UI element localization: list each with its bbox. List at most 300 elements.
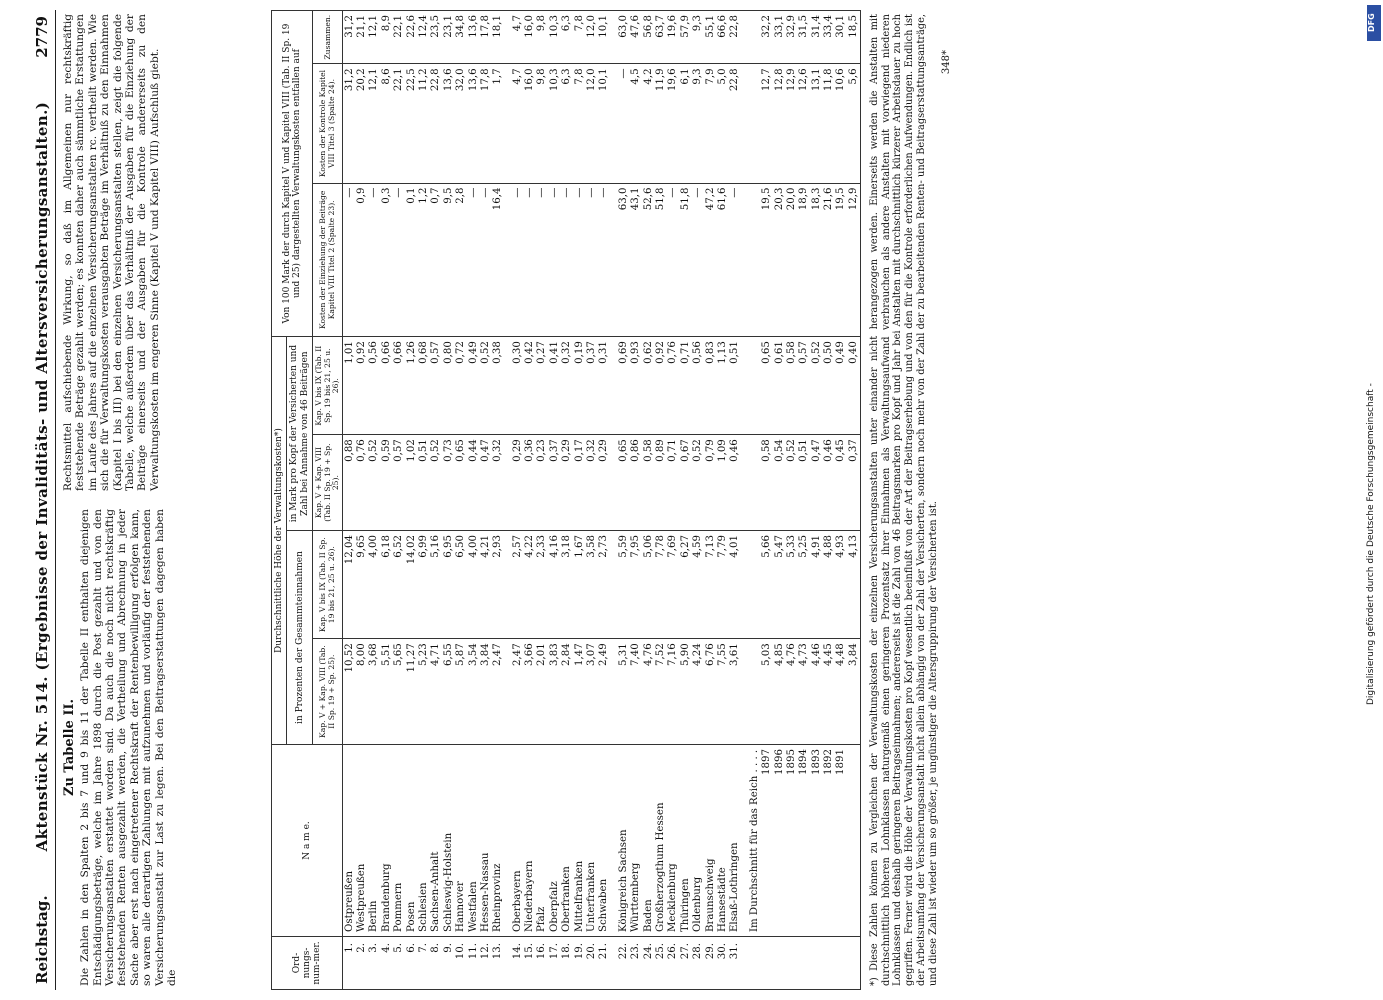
col-ord-header: Ord-nungs-num-mer. (272, 937, 343, 990)
value-cell-c6: 32,0 (455, 64, 467, 183)
value-cell-c5: — (480, 183, 492, 337)
year-cell: 1897 (761, 745, 773, 937)
value-cell-c5: 1,2 (418, 183, 430, 337)
name-cell: Pfalz (536, 745, 548, 937)
ord-cell: 17. (549, 937, 561, 990)
value-cell-c2: 6,27 (680, 531, 692, 639)
value-cell-c7: 47,6 (630, 11, 642, 64)
value-cell-c5: 0,1 (405, 183, 417, 337)
value-cell-c2: 5,59 (618, 531, 630, 639)
value-cell-c5: — (524, 183, 536, 337)
ord-cell: 26. (667, 937, 679, 990)
table-row (536, 11, 548, 990)
value-cell-c2: 4,16 (549, 531, 561, 639)
group-main-header: Durchschnittliche Höhe der Verwaltungskosten*) (272, 337, 287, 745)
value-cell-c2: 7,13 (704, 531, 716, 639)
spacer-cell (611, 64, 618, 183)
value-cell-c4: 0,65 (761, 337, 773, 435)
sub-header-c2: Kap. V bis IX (Tab. II Sp. 19 bis 21, 25 u. 26). (313, 531, 343, 639)
value-cell-c6: 22,5 (405, 64, 417, 183)
year-cell: 1894 (798, 745, 810, 937)
value-cell-c7: 6,3 (561, 11, 573, 64)
spacer-cell (504, 937, 511, 990)
ord-cell (848, 937, 861, 990)
table-row (393, 11, 405, 990)
value-cell-c4: 0,37 (586, 337, 598, 435)
name-cell: Hansestädte (717, 745, 729, 937)
value-cell-c4: 0,66 (393, 337, 405, 435)
col-name-header: N a m e. (272, 745, 343, 937)
name-cell: Hannover (455, 745, 467, 937)
value-cell-c2: 5,06 (642, 531, 654, 639)
value-cell-c2: 4,00 (368, 531, 380, 639)
value-cell-c7: 12,4 (418, 11, 430, 64)
value-cell-c3: 0,79 (704, 435, 716, 531)
value-cell-c3: 0,36 (524, 435, 536, 531)
value-cell-c2: 1,67 (573, 531, 585, 639)
year-cell: 1892 (823, 745, 835, 937)
value-cell-c7: 22,6 (405, 11, 417, 64)
value-cell-c6: 31,2 (343, 64, 356, 183)
average-row (773, 11, 785, 990)
name-cell: Oberpfalz (549, 745, 561, 937)
spacer-cell (741, 11, 748, 64)
value-cell-c3: 0,67 (680, 435, 692, 531)
table-row (717, 11, 729, 990)
value-cell-c1: 5,87 (455, 639, 467, 745)
ord-cell: 7. (418, 937, 430, 990)
name-cell: Oldenburg (692, 745, 704, 937)
value-cell-c7: 66,6 (717, 11, 729, 64)
value-cell-c2: 4,91 (810, 531, 822, 639)
value-cell-c4: 0,61 (773, 337, 785, 435)
value-cell-c5: — (368, 183, 380, 337)
value-cell-c4: 0,92 (356, 337, 368, 435)
spacer-cell (741, 337, 748, 435)
value-cell-c3: 0,52 (368, 435, 380, 531)
value-cell-c3: 0,17 (573, 435, 585, 531)
table-row (586, 11, 598, 990)
name-cell: Ostpreußen (343, 745, 356, 937)
table-row (655, 11, 667, 990)
value-cell-c5: 19,5 (761, 183, 773, 337)
value-cell-c4: 0,68 (418, 337, 430, 435)
table-row (667, 11, 679, 990)
value-cell-c3: 1,09 (717, 435, 729, 531)
ord-cell: 8. (430, 937, 442, 990)
value-cell-c1: 2,01 (536, 639, 548, 745)
name-cell: Thüringen (680, 745, 692, 937)
value-cell-c5: — (393, 183, 405, 337)
value-cell-c3: 0,46 (823, 435, 835, 531)
sub-header-c5: Kosten der Einziehung der Beiträge Kapitel VIII Titel 2 (Spalte 23). (313, 183, 343, 337)
value-cell-c7: 57,9 (680, 11, 692, 64)
ord-cell (786, 937, 798, 990)
spacer-cell (504, 639, 511, 745)
spacer-cell (741, 531, 748, 639)
value-cell-c1: 3,83 (549, 639, 561, 745)
value-cell-c1: 4,85 (773, 639, 785, 745)
table-row (630, 11, 642, 990)
ord-cell: 20. (586, 937, 598, 990)
value-cell-c5: 18,3 (810, 183, 822, 337)
value-cell-c4: 0,30 (511, 337, 523, 435)
value-cell-c1: 7,55 (717, 639, 729, 745)
value-cell-c2: 7,95 (630, 531, 642, 639)
group-pct-header: in Prozenten der Gesammteinnahmen (287, 531, 313, 745)
value-cell-c6: 13,6 (442, 64, 454, 183)
value-cell-c3: 0,86 (630, 435, 642, 531)
value-cell-c4: 0,56 (692, 337, 704, 435)
value-cell-c3: 0,45 (835, 435, 847, 531)
name-cell: Braunschweig (704, 745, 716, 937)
value-cell-c7: 22,8 (729, 11, 741, 64)
spacer-cell (611, 745, 618, 937)
dfg-logo: DFG (1367, 5, 1381, 41)
statistics-table (271, 10, 861, 990)
ord-cell: 23. (630, 937, 642, 990)
intro-right-text: Rechtsmittel aufschiebende Wirkung, so daß im Allgemeinen nur rechtskräftig feststehende Beträge gezahlt werden; es konnten daher auch sämmtliche Erstattungen im Laufe des Jahres auf die einzelnen Versicherungsanstalten rc. vertheilt werden. Wie sich die für Verwaltungskosten verausgabten Beträge im Verhältniß zu den Einnahmen (Kapitel I bis III) bei den einzelnen Versicherungsanstalten stellen, zeigt die folgende Tabelle, welche außerdem über das Verhältniß der Ausgaben für die Einziehung der Beiträge einerseits und der Ausgaben für die Kontrole andererseits zu den Verwaltungskosten im engeren Sinne (Kapitel V und Kapitel VIII) Aufschluß giebt. (62, 14, 161, 491)
table-row (442, 11, 454, 990)
value-cell-c7: 33,1 (773, 11, 785, 64)
value-cell-c7: 22,1 (393, 11, 405, 64)
value-cell-c1: 3,84 (480, 639, 492, 745)
name-cell: Württemberg (630, 745, 642, 937)
value-cell-c2: 4,93 (835, 531, 847, 639)
ord-cell (798, 937, 810, 990)
value-cell-c1: 10,52 (343, 639, 356, 745)
ord-cell (823, 937, 835, 990)
value-cell-c7: 56,8 (642, 11, 654, 64)
value-cell-c5: — (692, 183, 704, 337)
value-cell-c2: 9,65 (356, 531, 368, 639)
name-cell: Westpreußen (356, 745, 368, 937)
name-cell: Sachsen-Anhalt (430, 745, 442, 937)
table-row (618, 11, 630, 990)
value-cell-c5: 47,2 (704, 183, 716, 337)
value-cell-c5: — (598, 183, 610, 337)
value-cell-c7: 4,7 (511, 11, 523, 64)
intro-left-column (62, 509, 267, 986)
value-cell-c2: 2,93 (492, 531, 504, 639)
name-cell: Großherzogthum Hessen (655, 745, 667, 937)
value-cell-c3: 0,65 (455, 435, 467, 531)
value-cell-c2: 2,33 (536, 531, 548, 639)
value-cell-c4: 0,57 (430, 337, 442, 435)
value-cell-c2: 4,00 (467, 531, 479, 639)
table-row (368, 11, 380, 990)
value-cell-c4: 1,01 (343, 337, 356, 435)
name-cell: Niederbayern (524, 745, 536, 937)
value-cell-c6: 4,5 (630, 64, 642, 183)
value-cell-c5: 43,1 (630, 183, 642, 337)
value-cell-c3: 0,52 (692, 435, 704, 531)
table-row (455, 11, 467, 990)
value-cell-c1: 4,46 (810, 639, 822, 745)
value-cell-c5: — (549, 183, 561, 337)
value-cell-c5: 9,5 (442, 183, 454, 337)
value-cell-c2: 4,21 (480, 531, 492, 639)
value-cell-c1: 7,16 (667, 639, 679, 745)
value-cell-c7: 12,1 (368, 11, 380, 64)
page-number: 2779 (33, 16, 52, 58)
value-cell-c4: 0,32 (561, 337, 573, 435)
table-row (343, 11, 356, 990)
value-cell-c1: 5,31 (618, 639, 630, 745)
ord-cell (810, 937, 822, 990)
group-hundred-header: Von 100 Mark der durch Kapitel V und Kapitel VIII (Tab. II Sp. 19 und 25) dargestellten Verwaltungskosten entfallen auf (272, 11, 313, 337)
value-cell-c6: 22,8 (729, 64, 741, 183)
value-cell-c4: 0,50 (823, 337, 835, 435)
value-cell-c1: 5,51 (381, 639, 393, 745)
value-cell-c5: — (729, 183, 741, 337)
value-cell-c3: 0,58 (761, 435, 773, 531)
intro-right-column (62, 14, 267, 491)
value-cell-c3: 0,47 (810, 435, 822, 531)
value-cell-c3: 0,57 (393, 435, 405, 531)
ord-cell: 21. (598, 937, 610, 990)
value-cell-c6: 10,3 (549, 64, 561, 183)
value-cell-c5: 61,6 (717, 183, 729, 337)
group-mark-header: in Mark pro Kopf der Versicherten und Zahl bei Annahme von 46 Beiträgen (287, 337, 313, 531)
value-cell-c5: 19,5 (835, 183, 847, 337)
table-row (467, 11, 479, 990)
value-cell-c6: 22,1 (393, 64, 405, 183)
table-row (704, 11, 716, 990)
value-cell-c5: — (561, 183, 573, 337)
ord-cell: 12. (480, 937, 492, 990)
value-cell-c7: 16,0 (524, 11, 536, 64)
value-cell-c1: 3,61 (729, 639, 741, 745)
value-cell-c4: 0,76 (667, 337, 679, 435)
value-cell-c6: 11,2 (418, 64, 430, 183)
value-cell-c2: 2,73 (598, 531, 610, 639)
table-row (642, 11, 654, 990)
spacer-cell (504, 337, 511, 435)
value-cell-c7: 9,8 (536, 11, 548, 64)
table-body (343, 11, 861, 990)
value-cell-c7: 23,5 (430, 11, 442, 64)
ord-cell: 4. (381, 937, 393, 990)
ord-cell: 5. (393, 937, 405, 990)
ord-cell (773, 937, 785, 990)
value-cell-c1: 3,68 (368, 639, 380, 745)
value-cell-c6: 9,3 (692, 64, 704, 183)
page-header (26, 10, 56, 990)
spacer-cell (504, 745, 511, 937)
empty-cell (748, 183, 760, 337)
table-row-spacer (504, 11, 511, 990)
table-row-spacer (611, 11, 618, 990)
spacer-cell (611, 11, 618, 64)
value-cell-c6: 10,1 (598, 64, 610, 183)
value-cell-c1: 4,76 (786, 639, 798, 745)
value-cell-c6: 4,2 (642, 64, 654, 183)
value-cell-c2: 4,22 (524, 531, 536, 639)
name-cell: Königreich Sachsen (618, 745, 630, 937)
value-cell-c5: 51,8 (655, 183, 667, 337)
value-cell-c1: 4,45 (823, 639, 835, 745)
ord-cell: 28. (692, 937, 704, 990)
name-cell: Rheinprovinz (492, 745, 504, 937)
value-cell-c4: 0,69 (618, 337, 630, 435)
value-cell-c7: 31,4 (810, 11, 822, 64)
page-mark: 348* (941, 50, 953, 75)
value-cell-c1: 3,07 (586, 639, 598, 745)
value-cell-c7: 9,3 (692, 11, 704, 64)
value-cell-c3: 0,29 (511, 435, 523, 531)
table-row (511, 11, 523, 990)
value-cell-c3: 0,51 (418, 435, 430, 531)
year-cell: 1891 (835, 745, 847, 937)
spacer-cell (741, 183, 748, 337)
value-cell-c2: 5,66 (761, 531, 773, 639)
spacer-cell (611, 183, 618, 337)
value-cell-c1: 5,03 (761, 639, 773, 745)
value-cell-c1: 5,65 (393, 639, 405, 745)
value-cell-c6: 12,7 (761, 64, 773, 183)
value-cell-c4: 0,52 (480, 337, 492, 435)
ord-cell: 13. (492, 937, 504, 990)
table-row (356, 11, 368, 990)
empty-cell (748, 11, 760, 64)
name-cell: Berlin (368, 745, 380, 937)
ord-cell: 29. (704, 937, 716, 990)
value-cell-c7: 7,8 (573, 11, 585, 64)
value-cell-c6: 12,9 (786, 64, 798, 183)
ord-cell: 10. (455, 937, 467, 990)
value-cell-c1: 4,76 (642, 639, 654, 745)
value-cell-c5: 0,7 (430, 183, 442, 337)
footnote: *) Diese Zahlen können zu Vergleichen der Verwaltungskosten der einzelnen Versicherungsanstalten unter einander nicht herangezogen werden. Einerseits werden die Anstalten mit durchschnittlich höheren Lohnklassen naturgemäß einen geringeren Prozentsatz ihrer Einnahmen als Verwaltungsaufwand verbrauchen als andere Anstalten mit vorwiegend niederen Lohnklassen und deshalb geringeren Beitragseinnahmen; andererseits ist die Zahl von 46 Beitragsmarken pro Kopf und Jahr bei Anstalten mit durchschnittlich kürzerer Arbeitsdauer zu hoch gegriffen. Ferner wird die Höhe der Verwaltungskosten pro Kopf wesentlich beeinflußt von der Art der Beitragserhebung und von den für die Kontrole erforderlichen Aufwendungen. Endlich ist der Arbeitsumfang der Versicherungsanstalt nicht allein abhängig von der Zahl der Versicherten, sondern noch mehr von der Zahl der zu bearbeitenden Renten- und Beitragserstattungsanträge, und diese Zahl ist wieder um so größer, je ungünstiger die Altersgruppirung der Versicherten ist. (868, 14, 939, 986)
ord-cell (835, 937, 847, 990)
spacer-cell (504, 11, 511, 64)
value-cell-c6: 12,0 (586, 64, 598, 183)
value-cell-c2: 4,59 (692, 531, 704, 639)
spacer-cell (611, 435, 618, 531)
value-cell-c7: 19,6 (667, 11, 679, 64)
sub-header-c1: Kap. V + Kap. VIII (Tab. II Sp. 19 + Sp. 25). (313, 639, 343, 745)
value-cell-c4: 0,49 (467, 337, 479, 435)
ord-cell: 3. (368, 937, 380, 990)
value-cell-c4: 0,52 (810, 337, 822, 435)
year-cell: 1896 (773, 745, 785, 937)
table-row (680, 11, 692, 990)
value-cell-c1: 4,71 (430, 639, 442, 745)
spacer-cell (504, 435, 511, 531)
value-cell-c5: 2,8 (455, 183, 467, 337)
value-cell-c1: 6,76 (704, 639, 716, 745)
value-cell-c4: 0,41 (549, 337, 561, 435)
name-cell: Oberfranken (561, 745, 573, 937)
value-cell-c6: 4,7 (511, 64, 523, 183)
spacer-cell (741, 937, 748, 990)
value-cell-c4: 0,66 (381, 337, 393, 435)
value-cell-c3: 0,54 (773, 435, 785, 531)
value-cell-c2: 7,78 (655, 531, 667, 639)
value-cell-c6: 6,1 (680, 64, 692, 183)
name-cell: Oberbayern (511, 745, 523, 937)
ord-cell: 31. (729, 937, 741, 990)
value-cell-c6: 11,8 (823, 64, 835, 183)
name-cell: Brandenburg (381, 745, 393, 937)
value-cell-c1: 2,49 (598, 639, 610, 745)
value-cell-c4: 0,93 (630, 337, 642, 435)
empty-cell (748, 435, 760, 531)
value-cell-c6: 20,2 (356, 64, 368, 183)
table-row (524, 11, 536, 990)
ord-cell: 2. (356, 937, 368, 990)
value-cell-c4: 0,27 (536, 337, 548, 435)
average-row (810, 11, 822, 990)
year-cell: 1893 (810, 745, 822, 937)
name-cell: Westfalen (467, 745, 479, 937)
value-cell-c5: 20,0 (786, 183, 798, 337)
value-cell-c2: 6,50 (455, 531, 467, 639)
value-cell-c2: 3,18 (561, 531, 573, 639)
value-cell-c7: 33,4 (823, 11, 835, 64)
value-cell-c3: 0,37 (848, 435, 861, 531)
value-cell-c6: — (618, 64, 630, 183)
sub-header-c4: Kap. V bis IX (Tab. II Sp. 19 bis 21, 25 u. 26). (313, 337, 343, 435)
value-cell-c3: 0,88 (343, 435, 356, 531)
table-row (573, 11, 585, 990)
value-cell-c1: 3,84 (848, 639, 861, 745)
value-cell-c3: 0,73 (442, 435, 454, 531)
ord-cell: 9. (442, 937, 454, 990)
value-cell-c5: 52,6 (642, 183, 654, 337)
name-cell: Unterfranken (586, 745, 598, 937)
value-cell-c5: 16,4 (492, 183, 504, 337)
value-cell-c2: 6,18 (381, 531, 393, 639)
value-cell-c3: 0,23 (536, 435, 548, 531)
average-row (761, 11, 773, 990)
value-cell-c2: 4,01 (729, 531, 741, 639)
value-cell-c6: 5,6 (848, 64, 861, 183)
sub-header-c7: Zusammen. (313, 11, 343, 64)
average-row (848, 11, 861, 990)
value-cell-c4: 0,62 (642, 337, 654, 435)
ord-cell: 30. (717, 937, 729, 990)
name-cell: Elsaß-Lothringen (729, 745, 741, 937)
value-cell-c3: 0,52 (786, 435, 798, 531)
table-row (561, 11, 573, 990)
sidebar-credit: Digitalisierung gefördert durch die Deutsche Forschungsgemeinschaft - (1366, 383, 1376, 705)
value-cell-c7: 30,1 (835, 11, 847, 64)
value-cell-c1: 2,47 (511, 639, 523, 745)
value-cell-c6: 22,8 (430, 64, 442, 183)
spacer-cell (741, 639, 748, 745)
value-cell-c1: 5,90 (680, 639, 692, 745)
value-cell-c3: 0,29 (598, 435, 610, 531)
value-cell-c4: 0,92 (655, 337, 667, 435)
value-cell-c7: 17,8 (480, 11, 492, 64)
value-cell-c7: 10,1 (598, 11, 610, 64)
value-cell-c4: 0,40 (848, 337, 861, 435)
value-cell-c2: 2,57 (511, 531, 523, 639)
ord-cell: 1. (343, 937, 356, 990)
name-cell: Schlesien (418, 745, 430, 937)
rotated-document-page (26, 10, 1356, 990)
average-label: Im Durchschnitt für das Reich . . . . (748, 745, 760, 937)
value-cell-c2: 6,95 (442, 531, 454, 639)
value-cell-c4: 0,72 (455, 337, 467, 435)
value-cell-c7: 18,1 (492, 11, 504, 64)
value-cell-c3: 0,89 (655, 435, 667, 531)
spacer-cell (504, 531, 511, 639)
value-cell-c7: 31,5 (798, 11, 810, 64)
value-cell-c3: 0,44 (467, 435, 479, 531)
